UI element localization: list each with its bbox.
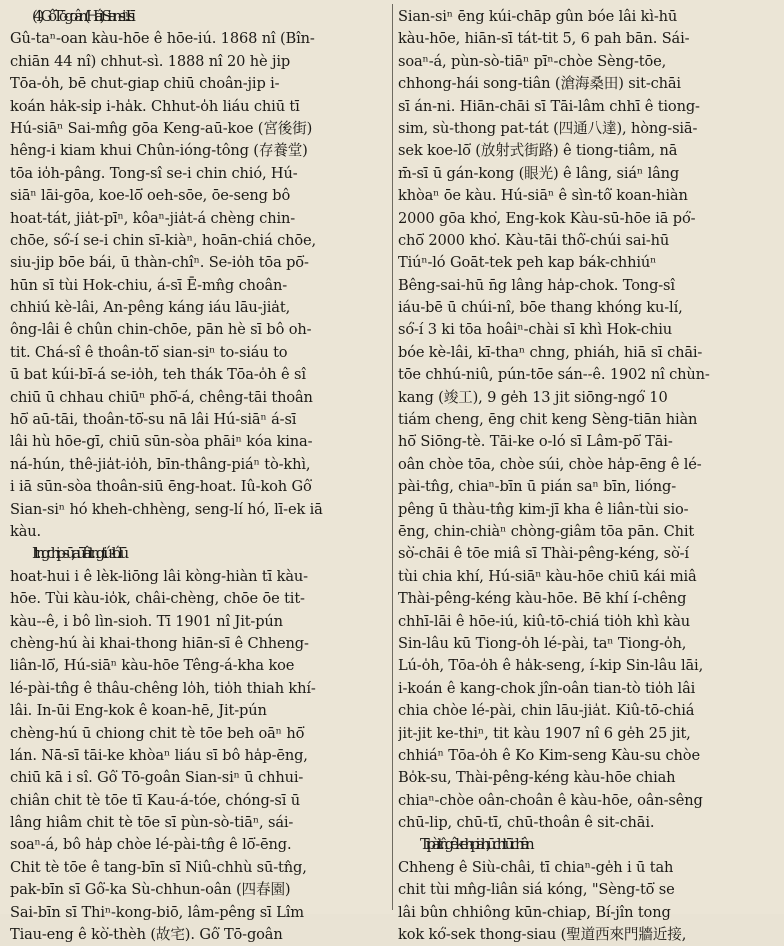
text-line: sò͘-chāi ê tōe miâ sī Thài-pêng-kéng, sò͘-í — [398, 545, 689, 563]
text-line: hoat-tát, jia̍t-pīⁿ, kôaⁿ-jia̍t-á chèng chin- — [10, 209, 295, 227]
text-line: chō͘ 2000 kho͘. Kàu-tāi thô͘-chúi sai-hū — [398, 231, 670, 249]
text-line: Sian-siⁿ ēng kúi-chāp gûn bóe lâi kì-hū — [398, 8, 678, 25]
text-line: ū bat kúi-bī-á se-io̍h, teh thák Tōa-o̍h ê sî — [10, 366, 306, 384]
text-line: chiū kā i sî. Gô͘ Tō-goân Sian-siⁿ ū chhui- — [10, 769, 304, 787]
text-line: ná-hún, thê-jia̍t-io̍h, bīn-thâng-piáⁿ tò-khì, — [10, 455, 311, 473]
text-line: chèng-hú ài khai-thong hiān-sī ê Chheng- — [10, 634, 309, 652]
text-line: kàu. — [10, 522, 41, 540]
text-line: pài-tn̂g, chiaⁿ-bīn ū pián saⁿ bīn, lióng- — [398, 478, 677, 496]
text-line: siu-jip bōe bái, ū thàn-chîⁿ. Se-io̍h tōa pō͘- — [10, 254, 309, 272]
text-line: sī án-ni. Hiān-chāi sī Tāi-lâm chhī ê tiong- — [398, 97, 700, 115]
text-line: chū-lip, chū-tī, chū-thoân ê sit-chāi. — [398, 814, 655, 832]
text-line: chhiáⁿ Tōa-o̍h ê Ko Kim-seng Kàu-su chòe — [398, 746, 700, 764]
text-line: chhong-hái song-tiân (滄海桑田) sit-chāi — [398, 75, 681, 93]
text-line: kang (竣工), 9 ge̍h 13 jit siōng-ngó͘ 10 — [398, 388, 668, 406]
text-line: Tōa-o̍h, bē chut-giap chiū choân-jip i- — [10, 75, 280, 93]
text-line: ông-lâi ê chûn chin-chōe, pān hè sī bô oh- — [10, 321, 312, 339]
text-line: lâi bûn chhiông kūn-chiap, Bí-jîn tong — [398, 903, 671, 921]
text-line: soaⁿ-á, pùn-sò-tiāⁿ pīⁿ-chòe Sèng-tōe, — [398, 52, 667, 70]
text-line: i-koán ê kang-chok jîn-oân tian-tò tio̍h lâi — [398, 679, 696, 697]
right-text-column — [398, 6, 770, 946]
text-line: lâng hiâm chit tè tōe sī pùn-sò-tiāⁿ, sái- — [10, 814, 294, 832]
text-line: oân chòe tōa, chòe súi, chòe ha̍p-ēng ê lé- — [398, 455, 702, 473]
text-line: lâi hù hōe-gī, chiū sūn-sòa phāiⁿ kóa kina- — [10, 433, 313, 451]
text-line: Bo̍k-su, Thài-pêng-kéng kàu-hōe chiah — [398, 769, 676, 787]
text-line: sim, sù-thong pat-tát (四通八達), hòng-siā- — [398, 119, 698, 137]
text-line: 2000 gōa kho͘, Eng-kok Kàu-sū-hōe iā pó͘- — [398, 209, 696, 227]
text-line: chiān 44 nî) chhut-sì. 1888 nî 20 hè jip — [10, 52, 291, 70]
text-line: tōa io̍h-pâng. Tong-sî se-i chin chió, Hú- — [10, 164, 298, 182]
text-line: chiū ū chhau chiūⁿ phō͘-á, chêng-tāi thoân — [10, 388, 313, 406]
text-line: I tng chip-sū, aū-lâi tng tiúⁿ-ló. I ū — [32, 545, 126, 563]
text-line: (4) Gô͘ Tō-goân (Hái) Sian-siⁿ. I sī — [32, 8, 132, 25]
text-line: iáu-bē ū chúi-nî, bōe thang khóng ku-lí, — [398, 299, 683, 317]
text-line: chit tùi mn̂g-liân siá kóng, "Sèng-tō͘ se — [398, 881, 675, 899]
text-line: Tiúⁿ-ló Goāt-tek peh kap bák-chhiúⁿ — [398, 254, 657, 272]
text-line: pêng ū thàu-tn̂g kim-jī kha ê liân-tùi sio- — [398, 500, 689, 518]
text-line: chhī-lāi ê hōe-iú, kiû-tō-chiá tio̍h khì kàu — [398, 612, 691, 630]
text-line: hoat-hui i ê lèk-liōng lâi kòng-hiàn tī kàu- — [10, 567, 308, 585]
text-line: chèng-hú ū chiong chit tè tōe beh oāⁿ hō͘ — [10, 724, 305, 742]
text-line: tiám cheng, ēng chit keng Sèng-tiān hiàn — [398, 411, 698, 429]
text-line: soaⁿ-á, bô ha̍p chòe lé-pài-tn̂g ê lō͘-ēng. — [10, 836, 292, 854]
text-line: kàu-hōe, hiān-sī tát-tit 5, 6 pah bān. Sái- — [398, 30, 690, 48]
text-line: chhiú kè-lâi, An-pêng káng iáu lāu-jia̍t, — [10, 299, 291, 317]
text-line: pak-bīn sī Gô͘-ka Sù-chhun-oân (四春園) — [10, 881, 291, 899]
text-line: ēng, chin-chiàⁿ chòng-giâm tōa pān. Chit — [398, 522, 695, 540]
text-line: hō͘ Siōng-tè. Tāi-ke o-ló sī Lâm-pō͘ Tāi- — [398, 433, 673, 451]
text-line: tit. Chá-sî ê thoân-tō͘ sian-siⁿ to-siáu to — [10, 343, 288, 361]
text-line: tùi chia khí, Hú-siāⁿ kàu-hōe chiū kái miâ — [398, 567, 697, 585]
text-line: hūn sī tùi Hok-chiu, á-sī Ē-mn̂g choân- — [10, 276, 288, 294]
text-line: jit-jit ke-thiⁿ, tit kàu 1907 nî 6 ge̍h 25 jit, — [398, 724, 691, 742]
text-line: Sai-bīn sī Thiⁿ-kong-biō, lâm-pêng sī Lîm — [10, 903, 304, 921]
text-line: hêng-i kiam khui Chûn-ióng-tông (存養堂) — [10, 142, 308, 160]
text-line: kok kó͘-sek thong-siau (聖道西來門牆近接, — [398, 926, 687, 944]
text-line: siāⁿ lāi-gōa, koe-lō͘ oeh-sōe, ōe-seng bô — [10, 187, 291, 205]
text-line: Tī pài-tn̂g ê keh-piah, ū chit ūi chiân — [420, 836, 531, 854]
left-text-column — [10, 6, 388, 946]
text-line: lán. Nā-sī tāi-ke khòaⁿ liáu sī bô ha̍p-ēng, — [10, 746, 308, 764]
text-line: hō͘ aū-tāi, thoân-tō͘-su nā lâi Hú-siāⁿ á-sī — [10, 411, 297, 429]
text-line: Sin-lâu kū Tiong-o̍h lé-pài, taⁿ Tiong-o̍h, — [398, 634, 687, 652]
text-line: chia chòe lé-pài, chin lāu-jia̍t. Kiû-tō-chiá — [398, 702, 695, 720]
text-line: m̄-sī ū gán-kong (眼光) ê lâng, siáⁿ lâng — [398, 164, 680, 182]
text-line: Gû-taⁿ-oan kàu-hōe ê hōe-iú. 1868 nî (Bîn- — [10, 30, 315, 48]
text-line: Chheng ê Siù-châi, tī chiaⁿ-ge̍h i ū tah — [398, 858, 674, 876]
text-line: hōe. Tùi kàu-io̍k, châi-chèng, chōe ōe tit- — [10, 590, 305, 608]
text-line: sek koe-lō͘ (放射式街路) ê tiong-tiâm, nā — [398, 142, 678, 160]
column-divider — [392, 4, 393, 910]
text-line: koán ha̍k-si̍p i-ha̍k. Chhut-o̍h liáu chiū tī — [10, 97, 300, 115]
text-line: Tiau-eng ê kò͘-thèh (故宅). Gô͘ Tō-goân — [10, 926, 283, 944]
text-line: Hú-siāⁿ Sai-mn̂g gōa Keng-aū-koe (宮後街) — [10, 119, 313, 137]
text-line: Sian-siⁿ hó kheh-chhèng, seng-lí hó, lī-ek iā — [10, 500, 323, 518]
text-line: Bêng-sai-hū n̄g lâng ha̍p-chok. Tong-sî — [398, 276, 675, 294]
text-line: khòaⁿ ōe kàu. Hú-siāⁿ ê sìn-tô͘ koan-hiàn — [398, 187, 688, 205]
text-line: i iā sūn-sòa thoân-siū ēng-hoat. Iû-koh Gô͘ — [10, 478, 312, 496]
text-line: Thài-pêng-kéng kàu-hōe. Bē khí í-chêng — [398, 590, 687, 608]
text-line: kàu--ê, i bô lìn-sioh. Tī 1901 nî Jit-pún — [10, 612, 283, 630]
text-line: só͘-í 3 ki tōa hoâiⁿ-chài sī khì Hok-chiu — [398, 321, 672, 339]
text-line: bóe kè-lâi, kī-thaⁿ chng, phiáh, hiā sī chāi- — [398, 343, 703, 361]
text-line: liân-lō͘, Hú-siāⁿ kàu-hōe Têng-á-kha koe — [10, 657, 295, 675]
text-line: lé-pài-tn̂g ê thâu-chêng lo̍h, tio̍h thiah khí- — [10, 679, 316, 697]
text-line: chōe, só͘-í se-i chin sī-kiàⁿ, hoān-chiá chōe, — [10, 231, 316, 249]
text-line: Chit tè tōe ê tang-bīn sī Niû-chhù sū-tn̂g, — [10, 858, 307, 876]
text-line: tōe chhú-niû, pún-tōe sán--ê. 1902 nî chùn- — [398, 366, 710, 384]
text-line: Lú-o̍h, Tōa-o̍h ê ha̍k-seng, í-kip Sin-lâu lāi, — [398, 657, 704, 675]
text-line: lâi. In-ūi Eng-kok ê koan-hē, Jit-pún — [10, 702, 267, 720]
text-line: chiân chit tè tōe tī Kau-á-tóe, chóng-sī ū — [10, 791, 301, 809]
text-line: chiaⁿ-chòe oân-choân ê kàu-hōe, oân-sêng — [398, 791, 703, 809]
